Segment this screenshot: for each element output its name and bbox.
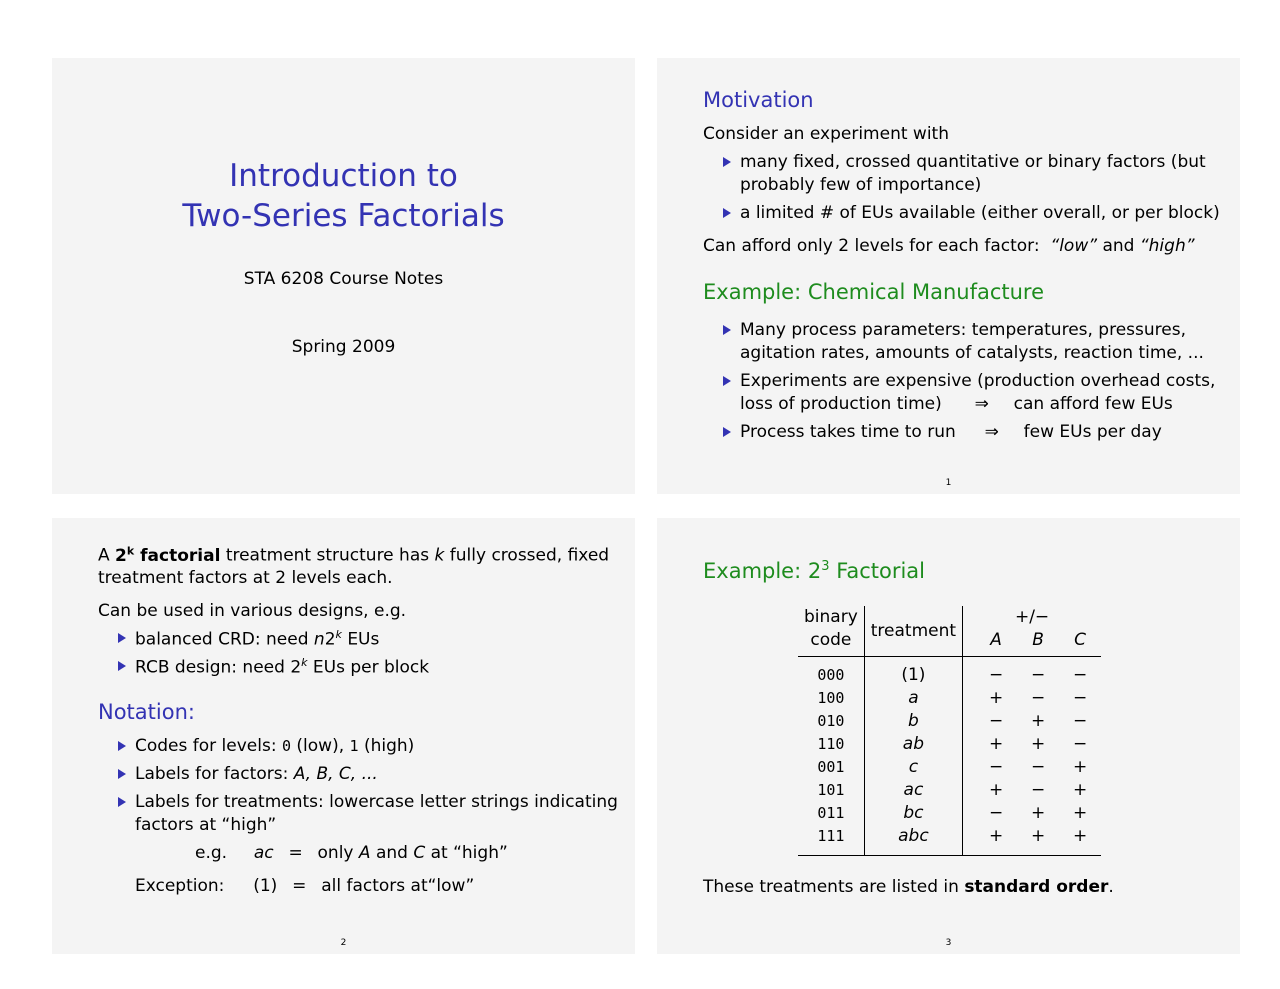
bullet-text: a limited # of EUs available (either overall, or per block) xyxy=(740,203,1220,223)
heading-factorial-example xyxy=(703,559,925,583)
bullet-icon xyxy=(118,797,126,807)
binary-code-cell: 001 xyxy=(817,757,845,776)
col-plus-minus: +/− xyxy=(1014,607,1050,627)
afford-high: “high” xyxy=(1139,236,1195,256)
sign-a-cell: − xyxy=(988,710,1004,731)
exception-eq: = xyxy=(292,876,307,896)
eg-and: and xyxy=(375,843,408,863)
used-text: Can be used in various designs, e.g. xyxy=(98,601,407,621)
bullet-icon xyxy=(723,325,731,335)
sign-c-cell: − xyxy=(1072,664,1088,685)
sign-b-cell: − xyxy=(1030,756,1046,777)
sign-c-cell: + xyxy=(1072,756,1088,777)
table-row xyxy=(798,778,1101,801)
bullet-icon xyxy=(723,157,731,167)
treatment-cell: ab xyxy=(864,732,962,755)
exception-label: Exception: xyxy=(135,876,225,896)
sign-c-cell: − xyxy=(1072,687,1088,708)
eg-at: at “high” xyxy=(430,843,508,863)
def-rest2: fully crossed, fixed xyxy=(449,545,610,566)
eg-c: C xyxy=(413,843,426,863)
title-line-1: Introduction to xyxy=(229,158,458,194)
crd-prefix: balanced CRD: need xyxy=(135,629,309,650)
binary-code-cell: 101 xyxy=(817,780,845,799)
eg-ac: ac xyxy=(253,843,274,863)
binary-code-cell: 011 xyxy=(817,803,845,822)
heading-example: Example: Chemical Manufacture xyxy=(703,280,1045,304)
heading-exp: 3 xyxy=(821,559,830,574)
def-bold: factorial xyxy=(140,545,221,566)
bullet-text-cont: probably few of importance) xyxy=(740,175,982,195)
bullet-icon xyxy=(118,633,126,643)
table-row xyxy=(798,657,1101,687)
exception-line xyxy=(135,876,474,896)
codes-prefix: Codes for levels: xyxy=(135,736,277,756)
binary-code-cell: 010 xyxy=(817,711,845,730)
sign-b-cell: − xyxy=(1030,687,1046,708)
rcb-k: k xyxy=(301,656,308,669)
intro-text: Consider an experiment with xyxy=(703,124,949,144)
sign-a-cell: − xyxy=(988,756,1004,777)
slide-title xyxy=(52,58,635,494)
code-zero: 0 xyxy=(281,737,292,755)
treatment-cell: ac xyxy=(864,778,962,801)
treatment-cell: b xyxy=(864,709,962,732)
col-a: A xyxy=(990,630,1002,650)
table-row xyxy=(798,824,1101,856)
heading-notation: Notation: xyxy=(98,700,195,724)
page-number: 3 xyxy=(945,938,952,948)
sign-b-cell: + xyxy=(1030,802,1046,823)
binary-code-cell: 111 xyxy=(817,826,845,845)
example-bullet-text xyxy=(740,422,1162,442)
crd-k: k xyxy=(335,628,342,641)
heading-suffix: Factorial xyxy=(836,559,926,583)
bullet-icon xyxy=(723,427,731,437)
slide-motivation xyxy=(657,58,1240,494)
term: Spring 2009 xyxy=(291,337,396,357)
codes-high: (high) xyxy=(363,736,415,756)
example-bullet-text-cont xyxy=(740,394,1173,414)
binary-code-cell: 110 xyxy=(817,734,845,753)
definition-line-2: treatment factors at 2 levels each. xyxy=(98,568,393,588)
binary-code-cell: 000 xyxy=(817,665,845,684)
sign-c-cell: + xyxy=(1072,779,1088,800)
eg-a: A xyxy=(358,843,371,863)
sign-a-cell: + xyxy=(988,687,1004,708)
example-bullet-text: Experiments are expensive (production overhead costs, xyxy=(740,371,1216,391)
sign-a-cell: + xyxy=(988,733,1004,754)
sign-a-cell: − xyxy=(988,802,1004,823)
page-number: 1 xyxy=(945,478,952,488)
def-k: k xyxy=(434,545,445,566)
treatment-cell: (1) xyxy=(864,657,962,687)
afford-low: “low” xyxy=(1050,236,1098,256)
course-name: STA 6208 Course Notes xyxy=(243,269,444,289)
treatment-cell: abc xyxy=(864,824,962,856)
sign-b-cell: − xyxy=(1030,664,1046,685)
labels-factors-prefix: Labels for factors: xyxy=(135,764,289,784)
bullet-icon xyxy=(723,376,731,386)
sign-c-cell: + xyxy=(1072,825,1088,846)
exception-rest: all factors at“low” xyxy=(321,876,475,896)
table-row xyxy=(798,709,1101,732)
def-a: A xyxy=(98,545,110,566)
afford-and: and xyxy=(1102,236,1135,256)
def-base: 2 xyxy=(115,545,127,566)
codes-low: (low), xyxy=(296,736,345,756)
slide-factorial-table xyxy=(657,518,1240,954)
crd-two: 2 xyxy=(324,629,336,650)
title-line-2: Two-Series Factorials xyxy=(182,198,505,234)
labels-treatments-text: Labels for treatments: lowercase letter strings indicating xyxy=(135,792,618,812)
eg: e.g. xyxy=(195,843,228,863)
col-binary-1: binary xyxy=(804,607,858,627)
rcb-text xyxy=(135,656,429,678)
table-row xyxy=(798,801,1101,824)
afford-text xyxy=(703,236,1195,256)
sign-c-cell: + xyxy=(1072,802,1088,823)
bullet-text: many fixed, crossed quantitative or binary factors (but xyxy=(740,152,1206,172)
table-row xyxy=(798,755,1101,778)
sign-b-cell: + xyxy=(1030,825,1046,846)
slide-definition xyxy=(52,518,635,954)
footer-text xyxy=(703,877,1114,897)
rcb-suffix: EUs per block xyxy=(312,657,430,678)
col-c: C xyxy=(1074,630,1086,650)
col-treatment: treatment xyxy=(864,606,962,657)
bullet-icon xyxy=(118,661,126,671)
sign-c-cell: − xyxy=(1072,733,1088,754)
footer-suffix: . xyxy=(1108,877,1114,897)
col-binary-2: code xyxy=(810,630,852,650)
crd-text xyxy=(135,628,379,650)
footer-bold: standard order xyxy=(964,877,1109,897)
example-bullet-text: Many process parameters: temperatures, pressures, xyxy=(740,320,1187,340)
table-header-row-1 xyxy=(798,606,1101,628)
heading-motivation: Motivation xyxy=(703,88,814,112)
example-bullet-text-cont: agitation rates, amounts of catalysts, reaction time, ... xyxy=(740,343,1204,363)
implies-icon: ⇒ xyxy=(984,422,999,442)
page-number: 2 xyxy=(340,938,347,948)
sign-a-cell: + xyxy=(988,825,1004,846)
col-b: B xyxy=(1032,630,1044,650)
implies-icon: ⇒ xyxy=(974,394,989,414)
afford-prefix: Can afford only 2 levels for each factor: xyxy=(703,236,1040,256)
production-time-text: loss of production time) xyxy=(740,394,942,414)
treatment-cell: c xyxy=(864,755,962,778)
afford-few-text: can afford few EUs xyxy=(1013,394,1173,414)
def-rest: treatment structure has xyxy=(225,545,430,566)
sign-b-cell: + xyxy=(1030,710,1046,731)
rcb-prefix: RCB design: need 2 xyxy=(135,657,302,678)
eg-only: only xyxy=(317,843,354,863)
bullet-icon xyxy=(118,769,126,779)
heading-prefix: Example: 2 xyxy=(703,559,822,583)
binary-code-cell: 100 xyxy=(817,688,845,707)
crd-suffix: EUs xyxy=(347,629,380,650)
sign-c-cell: − xyxy=(1072,710,1088,731)
sign-a-cell: + xyxy=(988,779,1004,800)
labels-factors-text xyxy=(135,764,378,784)
sign-b-cell: + xyxy=(1030,733,1046,754)
bullet-icon xyxy=(723,208,731,218)
exception-one: (1) xyxy=(253,876,278,896)
labels-treatments-text-cont: factors at “high” xyxy=(135,815,277,835)
treatment-cell: bc xyxy=(864,801,962,824)
labels-factors-vals: A, B, C, ... xyxy=(293,764,378,784)
table-row xyxy=(798,732,1101,755)
def-exp: k xyxy=(126,544,135,557)
treatment-cell: a xyxy=(864,686,962,709)
sign-b-cell: − xyxy=(1030,779,1046,800)
footer-prefix: These treatments are listed in xyxy=(703,877,959,897)
code-one: 1 xyxy=(349,737,359,755)
bullet-icon xyxy=(118,741,126,751)
factorial-table xyxy=(798,606,1101,856)
definition-line-1 xyxy=(98,544,609,566)
eg-eq: = xyxy=(288,843,303,863)
process-time-text: Process takes time to run xyxy=(740,422,956,442)
sign-a-cell: − xyxy=(988,664,1004,685)
codes-text xyxy=(135,736,414,756)
example-line xyxy=(195,843,508,863)
crd-n: n xyxy=(313,629,325,650)
table-row xyxy=(798,686,1101,709)
few-eus-text: few EUs per day xyxy=(1023,422,1162,442)
